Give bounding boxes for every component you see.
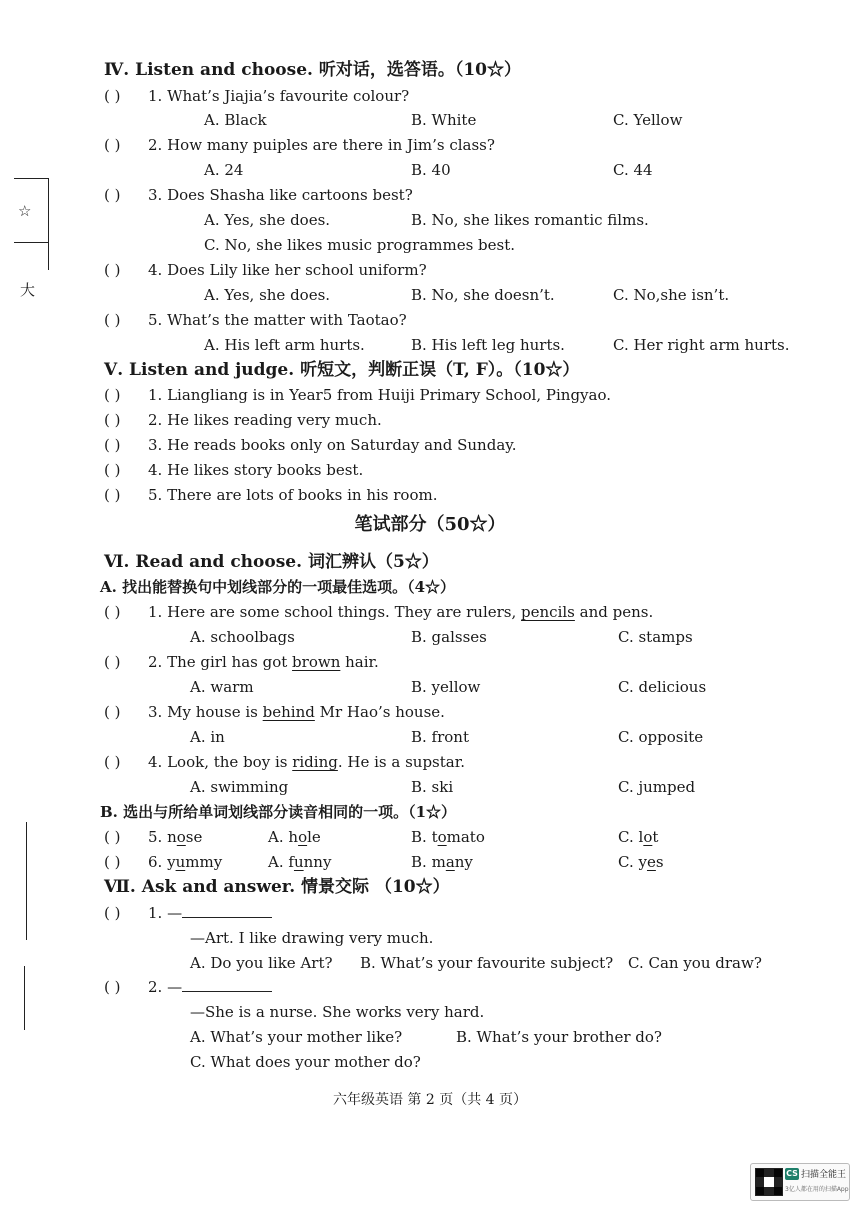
judge-item: ( ) 3. He reads books only on Saturday and Sunday. [104,436,517,454]
option-a: A. Do you like Art? [190,954,333,972]
question-row: ( ) 4. Does Lily like her school uniform? [104,261,427,279]
section-7-header: Ⅶ. Ask and answer. 情景交际 （10☆） [104,877,450,897]
answer-blank [182,903,272,918]
option-c: C. Yellow [613,111,683,129]
qr-code-icon [755,1168,783,1196]
option-b: B. No, she likes romantic films. [411,211,649,229]
option-a: A. swimming [190,778,289,796]
option-c: C. No, she likes music programmes best. [204,236,516,254]
page-footer: 六年级英语 第 2 页（共 4 页） [332,1092,528,1108]
judge-item: ( ) 5. There are lots of books in his room. [104,486,438,504]
option-b: B. many [411,853,473,871]
margin-line [24,966,25,1030]
option-b: B. front [411,728,470,746]
option-a: A. hole [268,828,321,846]
option-c: C. What does your mother do? [190,1053,421,1071]
option-b: B. 40 [411,161,451,179]
option-b: B. What’s your brother do? [456,1028,662,1046]
question-row: ( ) 4. Look, the boy is riding. He is a supstar. [104,753,466,771]
option-a: A. schoolbags [190,628,295,646]
answer-blank [182,977,272,992]
question-row: ( ) 2. The girl has got brown hair. [104,653,379,671]
question-row: ( ) 2. — [104,977,272,997]
section-4-header: Ⅳ. Listen and choose. 听对话，选答语。（10☆） [104,60,522,80]
question-row: ( ) 5. nose [104,828,203,846]
written-part-title: 笔试部分（50☆） [354,514,506,535]
option-b: B. White [411,111,477,129]
option-a: A. warm [190,678,254,696]
option-c: C. 44 [613,161,653,179]
option-c: C. lot [618,828,659,846]
part-a-instruction: A. 找出能替换句中划线部分的一项最佳选项。（4☆） [100,578,456,596]
scanner-watermark [750,1163,850,1201]
option-a: A. funny [268,853,332,871]
dialogue-reply: —She is a nurse. She works very hard. [190,1003,485,1021]
badge-title: 扫描全能王 [801,1170,847,1180]
judge-item: ( ) 2. He likes reading very much. [104,411,382,429]
margin-char: 大 [20,281,36,299]
option-c: C. stamps [618,628,693,646]
question-row: ( ) 1. Here are some school things. They are rulers, pencils and pens. [104,603,654,621]
part-b-instruction: B. 选出与所给单词划线部分读音相同的一项。（1☆） [100,803,457,821]
question-row: ( ) 1. — [104,903,272,923]
option-b: B. tomato [411,828,485,846]
option-b: B. galsses [411,628,487,646]
option-c: C. opposite [618,728,704,746]
question-row: ( ) 3. My house is behind Mr Hao’s house. [104,703,445,721]
question-row: ( ) 2. How many puiples are there in Jim’s class? [104,136,495,154]
option-a: A. Yes, she does. [204,211,331,229]
option-b: B. No, she doesn’t. [411,286,555,304]
option-b: B. What’s your favourite subject? [360,954,614,972]
option-a: A. Yes, she does. [204,286,331,304]
option-c: C. jumped [618,778,696,796]
cs-logo-icon: CS [786,1169,798,1178]
option-a: A. in [190,728,225,746]
question-row: ( ) 5. What’s the matter with Taotao? [104,311,407,329]
option-c: C. Can you draw? [628,954,762,972]
option-a: A. 24 [204,161,244,179]
question-row: ( ) 1. What’s Jiajia’s favourite colour? [104,87,410,105]
option-b: B. ski [411,778,454,796]
margin-line [14,178,48,179]
question-row: ( ) 3. Does Shasha like cartoons best? [104,186,413,204]
option-c: C. Her right arm hurts. [613,336,790,354]
judge-item: ( ) 1. Liangliang is in Year5 from Huiji Primary School, Pingyao. [104,386,611,404]
option-b: B. yellow [411,678,481,696]
option-c: C. delicious [618,678,707,696]
badge-subtitle: 3亿人都在用的扫描App [785,1186,849,1193]
margin-line [26,822,27,940]
section-5-header: Ⅴ. Listen and judge. 听短文，判断正误（T, F）。（10☆） [104,360,580,380]
dialogue-reply: —Art. I like drawing very much. [190,929,434,947]
question-row: ( ) 6. yummy [104,853,223,871]
section-6-header: Ⅵ. Read and choose. 词汇辨认（5☆） [104,552,439,572]
option-a: A. His left arm hurts. [204,336,365,354]
margin-star: ☆ [18,202,32,220]
judge-item: ( ) 4. He likes story books best. [104,461,364,479]
margin-line [14,242,48,243]
margin-line [48,178,49,270]
option-c: C. yes [618,853,664,871]
option-a: A. Black [204,111,267,129]
option-a: A. What’s your mother like? [190,1028,403,1046]
option-b: B. His left leg hurts. [411,336,565,354]
option-c: C. No,she isn’t. [613,286,730,304]
